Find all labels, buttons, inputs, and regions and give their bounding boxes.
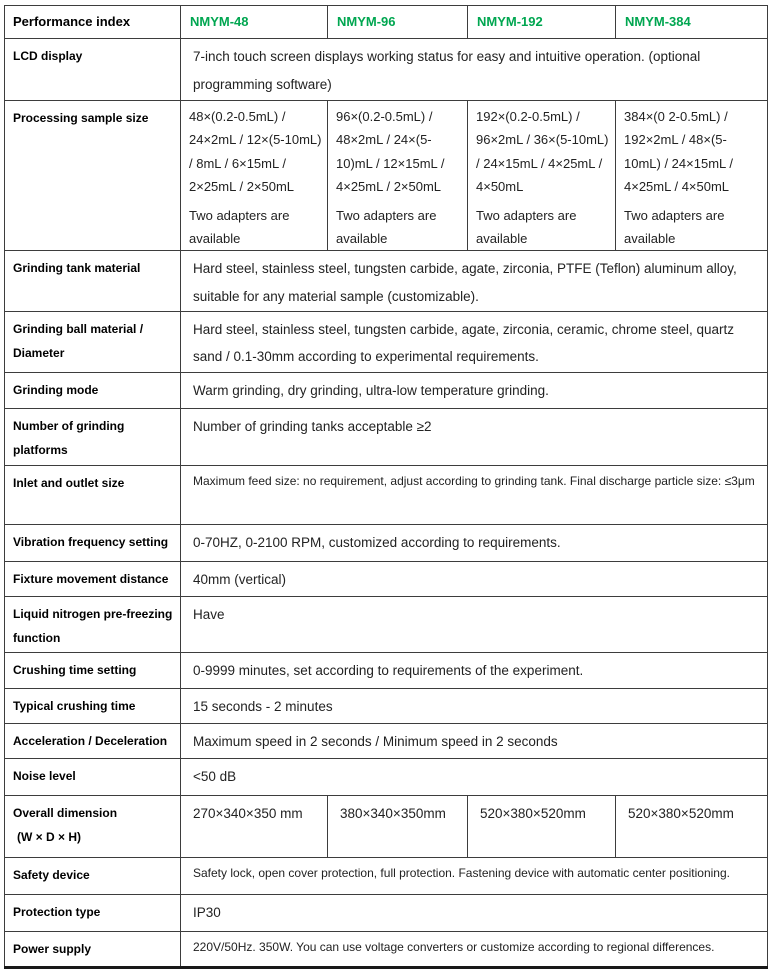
dimension-cell-nmym-96: 380×340×350mm: [328, 795, 468, 857]
column-header-nmym-192: NMYM-192: [468, 6, 616, 39]
row-label-lcd-display: LCD display: [5, 39, 181, 101]
sample-size-cell-nmym-96: [328, 101, 468, 251]
row-crushing-time-setting: [5, 652, 768, 688]
row-value-grinding-ball-material: Hard steel, stainless steel, tungsten carbide, agate, zirconia, ceramic, chrome steel, quartz sand / 0.1-30mm according to experimental requirements.: [181, 311, 768, 372]
row-label-fixture-movement: Fixture movement distance: [5, 561, 181, 596]
row-label-grinding-mode: Grinding mode: [5, 372, 181, 408]
row-value-safety-device: Safety lock, open cover protection, full protection. Fastening device with automatic center positioning.: [181, 857, 768, 894]
row-power-supply: [5, 931, 768, 967]
row-label-inlet-outlet-size: Inlet and outlet size: [5, 465, 181, 524]
row-label-crushing-time-setting: Crushing time setting: [5, 652, 181, 688]
adapters-note: Two adapters are available: [624, 207, 725, 246]
row-processing-sample-size: [5, 101, 768, 251]
row-value-vibration-frequency: 0-70HZ, 0-2100 RPM, customized according to requirements.: [181, 524, 768, 561]
column-header-nmym-48: NMYM-48: [181, 6, 328, 39]
row-label-line2: (W × D × H): [17, 829, 82, 844]
performance-spec-table: [4, 5, 768, 969]
corner-header-performance-index: Performance index: [5, 6, 181, 39]
row-label-overall-dimension: [5, 795, 181, 857]
row-value-fixture-movement: 40mm (vertical): [181, 561, 768, 596]
row-label-line1: Overall dimension: [13, 805, 118, 820]
dimension-cell-nmym-48: 270×340×350 mm: [181, 795, 328, 857]
row-value-typical-crushing-time: 15 seconds - 2 minutes: [181, 688, 768, 723]
sample-size-value: 384×(0 2-0.5mL) / 192×2mL / 48×(5-10mL) / 24×15mL / 4×25mL / 4×50mL: [624, 109, 733, 195]
row-label-typical-crushing-time: Typical crushing time: [5, 688, 181, 723]
row-lcd-display: [5, 39, 768, 101]
row-value-power-supply: 220V/50Hz. 350W. You can use voltage converters or customize according to regional differences.: [181, 931, 768, 967]
row-protection-type: [5, 894, 768, 931]
row-value-noise-level: <50 dB: [181, 758, 768, 795]
row-grinding-tank-material: [5, 251, 768, 311]
row-label-noise-level: Noise level: [5, 758, 181, 795]
row-safety-device: [5, 857, 768, 894]
sample-size-cell-nmym-384: [616, 101, 768, 251]
dimension-cell-nmym-192: 520×380×520mm: [468, 795, 616, 857]
sample-size-value: 48×(0.2-0.5mL) / 24×2mL / 12×(5-10mL) / 8mL / 6×15mL / 2×25mL / 2×50mL: [189, 109, 322, 195]
adapters-note: Two adapters are available: [336, 207, 437, 246]
row-label-vibration-frequency: Vibration frequency setting: [5, 524, 181, 561]
row-overall-dimension: [5, 795, 768, 857]
row-label-grinding-ball-material: Grinding ball material / Diameter: [5, 311, 181, 372]
dimension-cell-nmym-384: 520×380×520mm: [616, 795, 768, 857]
row-value-grinding-mode: Warm grinding, dry grinding, ultra-low temperature grinding.: [181, 372, 768, 408]
row-vibration-frequency: [5, 524, 768, 561]
row-value-grinding-platforms: Number of grinding tanks acceptable ≥2: [181, 408, 768, 465]
row-label-processing-sample-size: Processing sample size: [5, 101, 181, 251]
sample-size-value: 96×(0.2-0.5mL) / 48×2mL / 24×(5-10)mL / 12×15mL / 4×25mL / 2×50mL: [336, 109, 445, 195]
row-fixture-movement: [5, 561, 768, 596]
row-label-acceleration-deceleration: Acceleration / Deceleration: [5, 723, 181, 758]
row-value-liquid-nitrogen: Have: [181, 596, 768, 652]
sample-size-value: 192×(0.2-0.5mL) / 96×2mL / 36×(5-10mL) / 24×15mL / 4×25mL / 4×50mL: [476, 109, 609, 195]
row-grinding-mode: [5, 372, 768, 408]
row-value-grinding-tank-material: Hard steel, stainless steel, tungsten carbide, agate, zirconia, PTFE (Teflon) aluminum alloy, suitable for any material sample (customizable).: [181, 251, 768, 311]
row-label-grinding-tank-material: Grinding tank material: [5, 251, 181, 311]
row-grinding-ball-material: [5, 311, 768, 372]
column-header-nmym-96: NMYM-96: [328, 6, 468, 39]
row-grinding-platforms: [5, 408, 768, 465]
row-noise-level: [5, 758, 768, 795]
row-value-inlet-outlet-size: Maximum feed size: no requirement, adjust according to grinding tank. Final discharge particle size: ≤3μm: [181, 465, 768, 524]
row-typical-crushing-time: [5, 688, 768, 723]
row-value-crushing-time-setting: 0-9999 minutes, set according to requirements of the experiment.: [181, 652, 768, 688]
row-value-protection-type: IP30: [181, 894, 768, 931]
row-value-acceleration-deceleration: Maximum speed in 2 seconds / Minimum speed in 2 seconds: [181, 723, 768, 758]
row-liquid-nitrogen: [5, 596, 768, 652]
row-acceleration-deceleration: [5, 723, 768, 758]
adapters-note: Two adapters are available: [476, 207, 577, 246]
row-inlet-outlet-size: [5, 465, 768, 524]
sample-size-cell-nmym-192: [468, 101, 616, 251]
row-label-grinding-platforms: Number of grinding platforms: [5, 408, 181, 465]
sample-size-cell-nmym-48: [181, 101, 328, 251]
row-value-lcd-display: 7-inch touch screen displays working status for easy and intuitive operation. (optional programming software): [181, 39, 768, 101]
row-label-power-supply: Power supply: [5, 931, 181, 967]
row-label-protection-type: Protection type: [5, 894, 181, 931]
row-label-safety-device: Safety device: [5, 857, 181, 894]
header-row: [5, 6, 768, 39]
adapters-note: Two adapters are available: [189, 207, 290, 246]
row-label-liquid-nitrogen: Liquid nitrogen pre-freezing function: [5, 596, 181, 652]
column-header-nmym-384: NMYM-384: [616, 6, 768, 39]
